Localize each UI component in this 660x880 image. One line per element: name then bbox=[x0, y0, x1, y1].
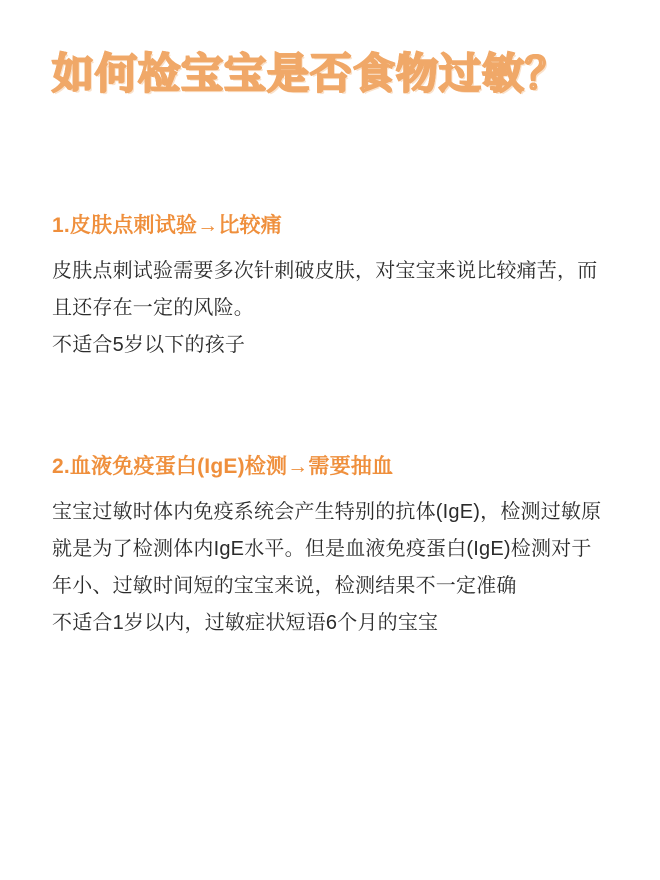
section-heading: 1.皮肤点刺试验→比较痛 bbox=[52, 213, 282, 237]
section-paragraph: 皮肤点刺试验需要多次针刺破皮肤，对宝宝来说比较痛苦，而且还存在一定的风险。 bbox=[52, 259, 598, 319]
section-blood-ige-test bbox=[50, 450, 610, 642]
section-heading: 2.血液免疫蛋白(IgE)检测→需要抽血 bbox=[52, 454, 394, 478]
section-skin-prick-test bbox=[50, 209, 610, 364]
section-paragraph: 不适合1岁以内，过敏症状短语6个月的宝宝 bbox=[52, 611, 439, 634]
section-paragraph: 不适合5岁以下的孩子 bbox=[52, 333, 246, 356]
page-title: 如何检宝宝是否食物过敏？ bbox=[52, 50, 569, 97]
section-paragraph: 宝宝过敏时体内免疫系统会产生特别的抗体(IgE)，检测过敏原就是为了检测体内IgE水平。但是血液免疫蛋白(IgE)检测对于年小、过敏时间短的宝宝来说，检测结果不一定准确 bbox=[52, 500, 602, 597]
